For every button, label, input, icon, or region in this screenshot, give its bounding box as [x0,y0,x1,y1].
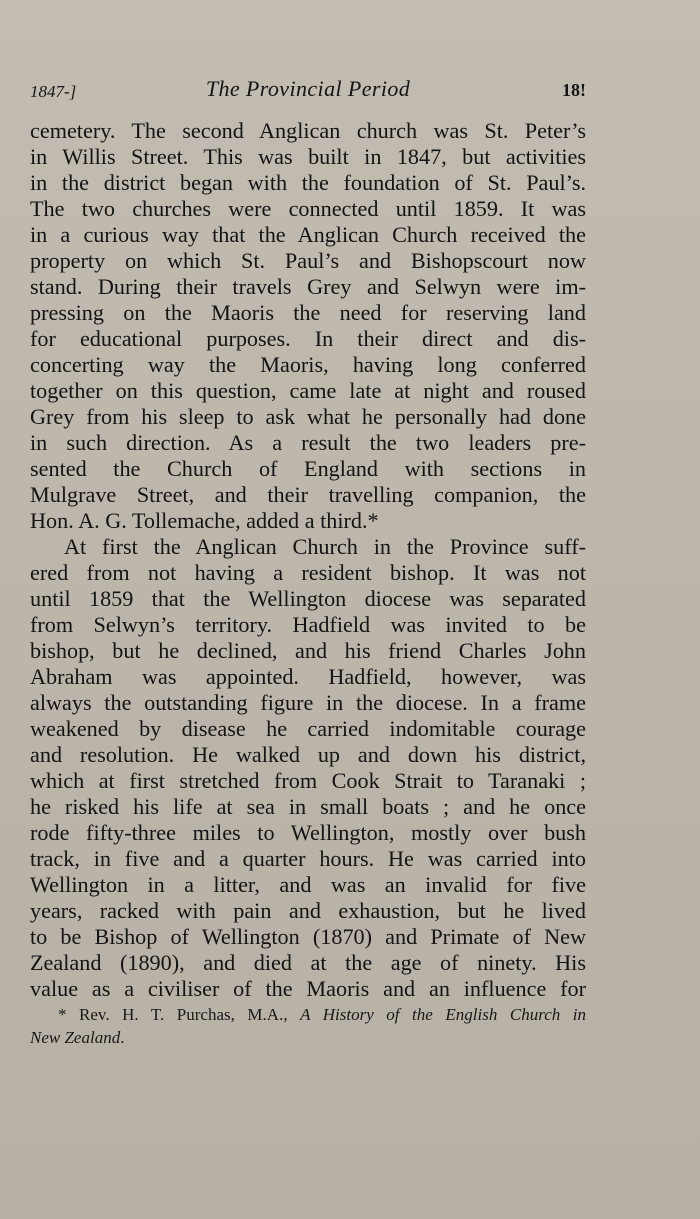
text-line: years, racked with pain and exhaustion, but he lived [30,898,586,923]
text-line: track, in five and a quarter hours. He was carried into [30,846,586,871]
footnote-author: Rev. H. T. Purchas, M.A., [79,1005,288,1024]
text-line: Wellington in a litter, and was an invalid for five [30,872,586,897]
footnote-line-2 [30,1026,586,1049]
text-line: concerting way the Maoris, having long conferred [30,352,586,377]
text-line: in Willis Street. This was built in 1847, but activities [30,144,586,169]
text-line: to be Bishop of Wellington (1870) and Primate of New [30,924,586,949]
text-line: he risked his life at sea in small boats ; and he once [30,794,586,819]
text-line: Grey from his sleep to ask what he personally had done [30,404,586,429]
text-line: in the district began with the foundation of St. Paul’s. [30,170,586,195]
text-line: ered from not having a resident bishop. It was not [30,560,586,585]
footnote-end: . [120,1028,125,1047]
footnote-book-title: A History of the English Church in [300,1005,587,1024]
text-line: cemetery. The second Anglican church was St. Peter’s [30,118,586,143]
page-title: The Provincial Period [205,76,411,101]
text-line: for educational purposes. In their direct and dis- [30,326,586,351]
text-line: weakened by disease he carried indomitable courage [30,716,586,741]
footnote [30,1003,586,1049]
footnote-line-1 [30,1003,586,1026]
text-line: always the outstanding figure in the diocese. In a frame [30,690,586,715]
text-line: and resolution. He walked up and down his district, [30,742,586,767]
text-line: from Selwyn’s territory. Hadfield was invited to be [30,612,586,637]
footnote-book-title-cont: New Zealand [30,1028,121,1047]
text-line: value as a civiliser of the Maoris and an influence for [30,976,586,1001]
text-line: in such direction. As a result the two leaders pre- [30,430,586,455]
text-line: rode fifty-three miles to Wellington, mostly over bush [30,820,586,845]
running-head [30,76,586,108]
text-line: stand. During their travels Grey and Selwyn were im- [30,274,586,299]
text-line: bishop, but he declined, and his friend Charles John [30,638,586,663]
text-line: Hon. A. G. Tollemache, added a third.* [30,508,379,533]
text-line: Zealand (1890), and died at the age of ninety. His [30,950,586,975]
header-year: 1847-] [30,82,77,101]
text-line: The two churches were connected until 1859. It was [30,196,586,221]
text-line: Abraham was appointed. Hadfield, however, was [30,664,586,689]
paragraph-start-line: At first the Anglican Church in the Province suff- [64,534,586,559]
text-line: sented the Church of England with sections in [30,456,586,481]
page-number: 18! [562,80,586,100]
text-line: which at first stretched from Cook Strait to Taranaki ; [30,768,586,793]
footnote-marker: * [58,1005,67,1024]
body-text [30,118,586,1002]
text-line: Mulgrave Street, and their travelling companion, the [30,482,586,507]
text-line: in a curious way that the Anglican Church received the [30,222,586,247]
text-line: together on this question, came late at night and roused [30,378,586,403]
text-line: pressing on the Maoris the need for reserving land [30,300,586,325]
text-line: property on which St. Paul’s and Bishopscourt now [30,248,586,273]
text-line: until 1859 that the Wellington diocese was separated [30,586,586,611]
